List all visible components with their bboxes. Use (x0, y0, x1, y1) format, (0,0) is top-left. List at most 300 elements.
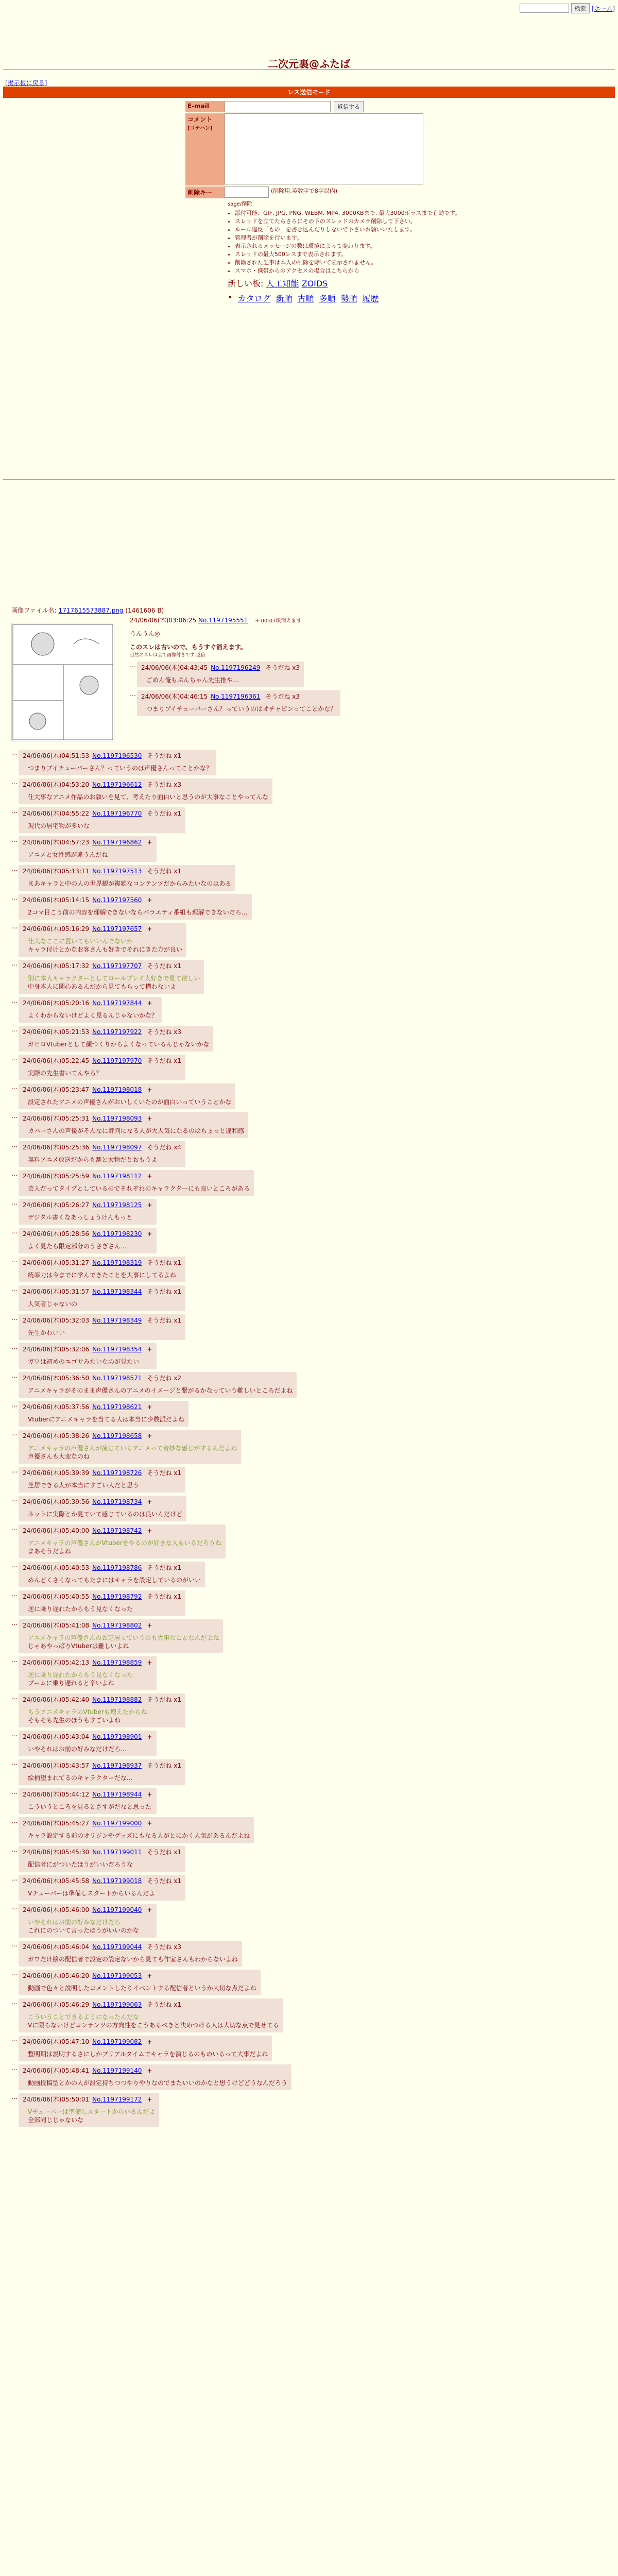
reply-text: ガワだけ絵の配信者で設定の設定ないから見ても作家さんもわからないよね (28, 1956, 238, 1963)
reply-text: 整明期は説明するさにしかプリアルタイムでキャラを演じるのものいるって大事だよね (28, 2050, 268, 2058)
reply-number[interactable]: No.1197197513 (92, 868, 142, 875)
comment-sub-label: [コテハン] (187, 126, 213, 131)
reply-gutter: … (11, 1904, 18, 1911)
sodane-button[interactable]: + (147, 839, 152, 846)
reply-date: 24/06/06(木)05:39:39 (23, 1469, 90, 1477)
rule-item: • 添付可能：GIF, JPG, PNG, WEBM, MP4. 3000KBまで. 最大3000ボラスまで有効です。 (235, 209, 460, 217)
reply-text: じゃあやっぱりVtuberは難しいよね (28, 1642, 129, 1650)
reply-gutter: … (11, 1524, 18, 1532)
reply-date: 24/06/06(木)05:45:27 (23, 1820, 90, 1827)
reply-date: 24/06/06(木)05:46:29 (23, 2001, 90, 2008)
reply-gutter: … (11, 865, 18, 872)
reply-text: 仕大事なアニメ作品のお願いを見て、考えたり面白いと思うのが大事なことやってんな (28, 793, 269, 801)
reply-body (28, 1671, 152, 1687)
reply-gutter: … (11, 1257, 18, 1264)
sodane-button[interactable]: + (147, 1230, 152, 1238)
reply-text: こういうところを見るとさすがだなと思った (28, 1803, 152, 1810)
reply-quote: アニメキャラの声優さんがVtuberをやるのが好きな人もいるだろうね (28, 1539, 221, 1547)
comment-row (185, 113, 460, 185)
sodane-button[interactable]: + (147, 1622, 152, 1629)
delete-key-field[interactable] (225, 187, 269, 198)
sodane-button[interactable]: + (147, 925, 152, 933)
reply-post (11, 1372, 615, 1398)
sodane-button[interactable]: そうだね x1 (147, 810, 181, 817)
reply-body (28, 1444, 237, 1461)
reply-number[interactable]: No.1197198944 (92, 1791, 142, 1798)
reply-date: 24/06/06(木)05:42:13 (23, 1659, 90, 1666)
reply-number[interactable]: No.1197199140 (92, 2067, 142, 2074)
reply-date: 24/06/06(木)05:21:53 (23, 1028, 90, 1036)
reply-box (19, 1285, 185, 1311)
reply-date: 24/06/06(木)05:36:50 (23, 1375, 90, 1382)
reply-post (11, 1846, 615, 1872)
sodane-button[interactable]: + (147, 1403, 152, 1411)
reply-box (19, 1590, 185, 1616)
reply-gutter: … (11, 1731, 18, 1738)
reply-gutter: … (11, 1285, 18, 1293)
reply-post (130, 662, 615, 687)
sodane-button[interactable]: そうだね x3 (147, 1943, 181, 1951)
reply-number[interactable]: No.1197198349 (92, 1317, 142, 1324)
reply-body (28, 1634, 219, 1650)
sodane-button[interactable]: そうだね x1 (147, 1564, 181, 1571)
sodane-button[interactable]: + (147, 2038, 152, 2045)
reply-header (23, 2037, 268, 2046)
reply-post (11, 1817, 615, 1843)
home-link[interactable]: [ホーム] (591, 5, 615, 12)
sodane-button[interactable]: そうだね x1 (147, 1593, 181, 1600)
reply-header (23, 1732, 152, 1741)
reply-text: ネットに実際とか見ていて感じているのは良いんだけど (28, 1511, 183, 1518)
reply-box (19, 1998, 283, 2032)
reply-text: アニメキャラがそのまま声優さんのアニメのイメージと繋がるかなっていう難しいところだよね (28, 1387, 293, 1394)
reply-post (11, 1083, 615, 1109)
reply-box (19, 1788, 157, 1814)
reply-text: 芝居できる人が本当にすごい人だと思う (28, 1482, 140, 1489)
delete-key-label: 削除キー (185, 187, 225, 198)
reply-box (19, 1759, 185, 1785)
reply-text: つまりブイチューバーさん？っていうのは声優さんってことかな？ (28, 765, 212, 772)
reply-body (28, 1774, 181, 1782)
op-expiry: + 00:07頃消えます (255, 618, 302, 624)
reply-text: デジタル書くなあっしょうけんもっと (28, 1214, 133, 1221)
reply-gutter: … (11, 836, 18, 843)
reply-date: 24/06/06(木)04:57:23 (23, 839, 90, 846)
search-button[interactable]: 検索 (571, 3, 590, 13)
reply-number[interactable]: No.1197199011 (92, 1849, 142, 1856)
reply-box (19, 1496, 186, 1521)
reply-number[interactable]: No.1197198882 (92, 1696, 142, 1703)
reply-date: 24/06/06(木)05:40:00 (23, 1527, 90, 1534)
reply-number[interactable]: No.1197197970 (92, 1057, 142, 1064)
reply-number[interactable]: No.1197198792 (92, 1593, 142, 1600)
reply-number[interactable]: No.1197199063 (92, 2001, 142, 2008)
reply-number[interactable]: No.1197199040 (92, 1906, 142, 1913)
reply-gutter: … (11, 1788, 18, 1795)
sodane-button[interactable]: そうだね x1 (147, 1762, 181, 1769)
reply-post (11, 1285, 615, 1311)
op-file-size: (1461606 B) (125, 607, 164, 614)
reply-header (23, 2095, 155, 2104)
reply-number[interactable]: No.1197198354 (92, 1346, 142, 1353)
reply-gutter: … (11, 1055, 18, 1062)
reply-text: いやそれはお前の好みなだけだろ… (28, 1745, 127, 1753)
reply-gutter: … (11, 1170, 18, 1177)
reply-body (28, 879, 231, 888)
reply-header (23, 780, 268, 789)
reply-gutter: … (11, 960, 18, 967)
reply-date: 24/06/06(木)05:31:57 (23, 1288, 90, 1295)
reply-mode-bar: レス送信モード (3, 87, 615, 98)
reply-header (23, 1027, 209, 1036)
reply-gutter: … (11, 1590, 18, 1598)
sodane-button[interactable]: + (147, 896, 152, 904)
reply-post (11, 1590, 615, 1616)
sodane-button[interactable]: + (147, 1498, 152, 1505)
comment-field[interactable] (225, 113, 423, 184)
reply-text: 動画投稿型とかの人が設定持ちつつやりやりなのでまたいいのかなと思うけどどうなんだろう (28, 2079, 287, 2087)
reply-header (23, 1258, 181, 1267)
reply-header (23, 1592, 181, 1601)
op-file-info (11, 606, 615, 615)
op-file-link[interactable]: 1717615573887.png (58, 607, 124, 614)
reply-text: ガワは初めのエゴサみたいなのが見たい (28, 1358, 140, 1365)
reply-box (137, 690, 340, 716)
reply-body (28, 1358, 152, 1366)
reply-box (19, 1817, 254, 1843)
sodane-button[interactable]: + (147, 1733, 152, 1740)
op-header (130, 616, 615, 624)
reply-text: 2コマ目こう前の内容を理解できないならバラエティ番組も理解できないだろ… (28, 909, 248, 916)
reply-text: まあキャラと中の人の世界観が複雑なコンテンツだからみたいなのはある (28, 880, 232, 887)
sodane-button[interactable]: + (147, 1346, 152, 1353)
reply-number[interactable]: No.1197198319 (92, 1259, 142, 1266)
new-board-link[interactable]: ZOIDS (301, 279, 328, 289)
comment-label (185, 113, 225, 185)
sodane-button[interactable]: そうだね x1 (147, 1849, 181, 1856)
reply-box (19, 960, 204, 994)
reply-text: 逆に乗り遅れたからもう見なくなった (28, 1605, 133, 1613)
reply-date: 24/06/06(木)05:14:15 (23, 896, 90, 904)
new-board-link[interactable]: 人工知能 (266, 279, 299, 289)
sodane-button[interactable]: + (147, 1820, 152, 1827)
reply-box (19, 865, 235, 891)
reply-date: 24/06/06(木)05:47:10 (23, 2038, 90, 2045)
reply-box (19, 750, 216, 775)
sodane-button[interactable]: + (147, 1432, 152, 1439)
reply-header (23, 1790, 152, 1799)
posting-rules (228, 209, 460, 275)
reply-post (11, 1199, 615, 1225)
reply-post (11, 923, 615, 957)
reply-text: キャラ付けとかなお客さんも好きでそれにきた方が良い (28, 946, 183, 953)
sodane-button[interactable]: + (147, 1906, 152, 1913)
reply-date: 24/06/06(木)05:44:12 (23, 1791, 90, 1798)
reply-header (23, 1563, 201, 1572)
reply-box (19, 1467, 185, 1493)
reply-header (141, 663, 300, 672)
reply-number[interactable]: No.1197197657 (92, 925, 142, 933)
reply-number[interactable]: No.1197198859 (92, 1659, 142, 1666)
reply-header (23, 1114, 244, 1123)
reply-number[interactable]: No.1197198734 (92, 1498, 142, 1505)
reply-box (19, 1083, 235, 1109)
reply-gutter: … (11, 1619, 18, 1626)
op-number[interactable]: No.1197195551 (198, 617, 248, 624)
reply-post (11, 1619, 615, 1653)
reply-header (23, 1316, 181, 1325)
reply-post (11, 2036, 615, 2061)
reply-body (28, 2079, 287, 2087)
reply-header (23, 1143, 181, 1151)
sort-new-link[interactable]: 新順 (276, 294, 293, 303)
sodane-button[interactable]: そうだね x1 (147, 1317, 181, 1324)
reply-number[interactable]: No.1197196612 (92, 781, 142, 788)
reply-box (19, 1228, 157, 1253)
op-warning: このスレは古いので、もうすぐ消えます。 (130, 643, 247, 651)
reply-number[interactable]: No.1197198802 (92, 1622, 142, 1629)
reply-gutter: … (11, 1693, 18, 1701)
sodane-button[interactable]: そうだね x1 (147, 1696, 181, 1703)
reply-quote: 逆に乗り遅れたからもう見なくなった (28, 1671, 133, 1679)
reply-text: アニメと女性感が違うんだね (28, 851, 108, 858)
history-link[interactable]: 履歴 (362, 294, 379, 303)
reply-box (19, 1970, 261, 1995)
reply-number[interactable]: No.1197198344 (92, 1288, 142, 1295)
reply-number[interactable]: No.1197199172 (92, 2096, 142, 2103)
sodane-button[interactable]: + (147, 999, 152, 1007)
reply-header (23, 2000, 279, 2009)
reply-body (28, 1984, 256, 1992)
reply-gutter: … (130, 690, 136, 698)
reply-number[interactable]: No.1197199053 (92, 1972, 142, 1979)
reply-post (11, 1343, 615, 1369)
reply-body (28, 1481, 181, 1489)
reply-number[interactable]: No.1197198742 (92, 1527, 142, 1534)
submit-button[interactable]: 返信する (334, 101, 364, 112)
sodane-button[interactable]: そうだね x1 (147, 1877, 181, 1885)
reply-box (19, 1693, 185, 1727)
reply-number[interactable]: No.1197197707 (92, 962, 142, 970)
reply-box (19, 1141, 185, 1167)
op-small-note: 自然のスレは全て画像付きです 返信 (130, 653, 205, 658)
reply-date: 24/06/06(木)05:48:41 (23, 2067, 90, 2074)
reply-box (19, 1656, 157, 1690)
reply-text: ガヒロVtuberとして顔つくりからよくなっているんじゃないかな (28, 1041, 210, 1048)
reply-gutter: … (130, 662, 136, 669)
reply-text: ブームに乗り遅れると辛いよね (28, 1680, 114, 1687)
reply-date: 24/06/06(木)05:20:16 (23, 999, 90, 1007)
reply-box (19, 1524, 226, 1558)
reply-text: 全部同じじゃないな (28, 2116, 84, 2124)
reply-date: 24/06/06(木)05:39:56 (23, 1498, 90, 1505)
reply-gutter: … (11, 1401, 18, 1408)
reply-number[interactable]: No.1197196862 (92, 839, 142, 846)
sodane-button[interactable]: そうだね x1 (147, 1288, 181, 1295)
reply-gutter: … (11, 894, 18, 901)
reply-post (11, 865, 615, 891)
reply-body (28, 908, 248, 917)
sort-old-link[interactable]: 古順 (297, 294, 314, 303)
sodane-button[interactable]: そうだね x2 (147, 1375, 181, 1382)
reply-header (23, 961, 200, 970)
sodane-button[interactable]: そうだね x1 (147, 1259, 181, 1266)
reply-post (11, 1496, 615, 1521)
reply-header (23, 1761, 181, 1770)
sodane-button[interactable]: そうだね x1 (147, 752, 181, 759)
reply-number[interactable]: No.1197199082 (92, 2038, 142, 2045)
reply-date: 24/06/06(木)05:26:27 (23, 1201, 90, 1209)
reply-number[interactable]: No.1197196530 (92, 752, 142, 759)
reply-date: 24/06/06(木)05:41:08 (23, 1622, 90, 1629)
reply-date: 24/06/06(木)04:53:20 (23, 781, 90, 788)
reply-number[interactable]: No.1197198621 (92, 1403, 142, 1411)
delete-key-row (185, 187, 460, 198)
reply-box (19, 2064, 291, 2090)
reply-number[interactable]: No.1197198112 (92, 1173, 142, 1180)
reply-post (11, 2093, 615, 2127)
reply-body (28, 1300, 181, 1308)
reply-body (28, 822, 181, 830)
reply-post (11, 1112, 615, 1138)
sodane-button[interactable]: + (147, 1791, 152, 1798)
sodane-button[interactable]: そうだね x1 (147, 2001, 181, 2008)
thread-divider (3, 479, 615, 480)
reply-number[interactable]: No.1197198097 (92, 1144, 142, 1151)
reply-text: 声優さんも大変なのね (28, 1453, 90, 1460)
sodane-button[interactable]: そうだね x3 (147, 781, 181, 788)
op-thumbnail[interactable] (11, 623, 114, 741)
reply-number[interactable]: No.1197197922 (92, 1028, 142, 1036)
reply-date: 24/06/06(木)04:55:22 (23, 810, 90, 817)
sodane-button[interactable]: + (147, 1527, 152, 1534)
sodane-button[interactable]: + (147, 1972, 152, 1979)
reply-gutter: … (11, 1875, 18, 1882)
reply-quote: 仕大なここに置いてもいいんでないか (28, 938, 133, 945)
reply-quote: もうアニメキャラのVtuberも増えたからね (28, 1708, 147, 1716)
sodane-button[interactable]: そうだね x3 (265, 664, 300, 671)
sodane-button[interactable]: + (147, 1659, 152, 1666)
reply-body (28, 793, 268, 801)
sort-many-link[interactable]: 多順 (319, 294, 336, 303)
reply-date: 24/06/06(木)04:46:15 (141, 693, 208, 700)
reply-text: これにのついて言ったほうがいいのかな (28, 1927, 140, 1934)
reply-post (11, 807, 615, 833)
sodane-button[interactable]: そうだね x1 (147, 1057, 181, 1064)
reply-date: 24/06/06(木)05:16:29 (23, 925, 90, 933)
rule-item: • スマホ・携帯からのアクセスの場合はこちらから (235, 267, 460, 275)
sodane-button[interactable]: そうだね x1 (147, 962, 181, 970)
reply-gutter: … (11, 1467, 18, 1474)
sodane-button[interactable]: + (147, 1173, 152, 1180)
reply-number[interactable]: No.1197198937 (92, 1762, 142, 1769)
sodane-button[interactable]: + (147, 2067, 152, 2074)
sodane-button[interactable]: + (147, 1115, 152, 1122)
reply-header (23, 1229, 152, 1238)
back-to-board-link[interactable]: [掲示板に戻る] (5, 79, 47, 87)
search-input[interactable] (520, 4, 569, 13)
reply-box (19, 997, 162, 1023)
sodane-button[interactable]: そうだね x1 (147, 868, 181, 875)
sort-speed-link[interactable]: 勢順 (340, 294, 357, 303)
reply-header (23, 924, 182, 933)
reply-number[interactable]: No.1197197844 (92, 999, 142, 1007)
reply-post (11, 1759, 615, 1785)
sodane-button[interactable]: そうだね x4 (147, 1144, 181, 1151)
reply-box (19, 1343, 157, 1369)
reply-number[interactable]: No.1197196770 (92, 810, 142, 817)
reply-box (19, 1055, 185, 1080)
sodane-button[interactable]: + (147, 2096, 152, 2103)
sodane-button[interactable]: そうだね x1 (147, 1469, 181, 1477)
reply-body (28, 1040, 209, 1048)
sodane-button[interactable]: そうだね x3 (265, 693, 300, 700)
catalog-link[interactable]: カタログ (237, 294, 271, 303)
reply-number[interactable]: No.1197196361 (211, 693, 261, 700)
reply-post (11, 1904, 615, 1938)
reply-number[interactable]: No.1197198726 (92, 1469, 142, 1477)
reply-date: 24/06/06(木)05:42:40 (23, 1696, 90, 1703)
reply-box (19, 923, 186, 957)
reply-text: まあそうだよね (28, 1548, 72, 1555)
sodane-button[interactable]: そうだね x3 (147, 1028, 181, 1036)
sodane-button[interactable]: + (147, 1086, 152, 1093)
reply-post (11, 1314, 615, 1340)
reply-date: 24/06/06(木)05:25:36 (23, 1144, 90, 1151)
reply-text: 実際の先生書いてんやろ？ (28, 1070, 102, 1077)
reply-quote: Vチューバーは準備しスタートからいるんだよ (28, 2108, 156, 2115)
reply-number[interactable]: No.1197199018 (92, 1877, 142, 1885)
reply-body (28, 937, 182, 954)
reply-number[interactable]: No.1197196249 (211, 664, 261, 671)
reply-post (11, 894, 615, 920)
reply-date: 24/06/06(木)05:25:59 (23, 1173, 90, 1180)
reply-number[interactable]: No.1197197560 (92, 896, 142, 904)
reply-box (19, 1904, 157, 1938)
inline-replies (130, 662, 615, 716)
sodane-button[interactable]: + (147, 1201, 152, 1209)
reply-text: ごめん俺もぷんちゃん先生推や… (146, 676, 239, 684)
reply-body (28, 1918, 152, 1935)
reply-number[interactable]: No.1197198901 (92, 1733, 142, 1740)
manga-thumbnail-icon (12, 623, 114, 741)
reply-number[interactable]: No.1197198125 (92, 1201, 142, 1209)
reply-post (11, 1875, 615, 1901)
reply-text: めんどくさくなってもたまにはキャラを設定しているのがいい (28, 1577, 201, 1584)
reply-header (23, 1621, 219, 1630)
reply-box (19, 1257, 185, 1282)
reply-number[interactable]: No.1197198093 (92, 1115, 142, 1122)
reply-number[interactable]: No.1197198018 (92, 1086, 142, 1093)
reply-number[interactable]: No.1197198786 (92, 1564, 142, 1571)
reply-number[interactable]: No.1197199044 (92, 1943, 142, 1951)
reply-body (28, 1271, 181, 1279)
reply-number[interactable]: No.1197198658 (92, 1432, 142, 1439)
reply-post (11, 1562, 615, 1587)
reply-quote: アニメキャラの声優さんが演じているアニメって奇妙な感じがするんだよね (28, 1445, 237, 1452)
reply-body (28, 2050, 268, 2058)
reply-number[interactable]: No.1197198230 (92, 1230, 142, 1238)
reply-number[interactable]: No.1197199000 (92, 1820, 142, 1827)
email-field[interactable] (225, 101, 331, 112)
rule-item: • ルール違反「もの」を書き込んだりしないで下さいお願いいたします。 (235, 226, 460, 234)
reply-date: 24/06/06(木)05:40:53 (23, 1564, 90, 1571)
reply-gutter: … (11, 1228, 18, 1235)
reply-post (11, 778, 615, 804)
reply-number[interactable]: No.1197198571 (92, 1375, 142, 1382)
reply-header (23, 1085, 231, 1094)
reply-body (28, 851, 152, 859)
